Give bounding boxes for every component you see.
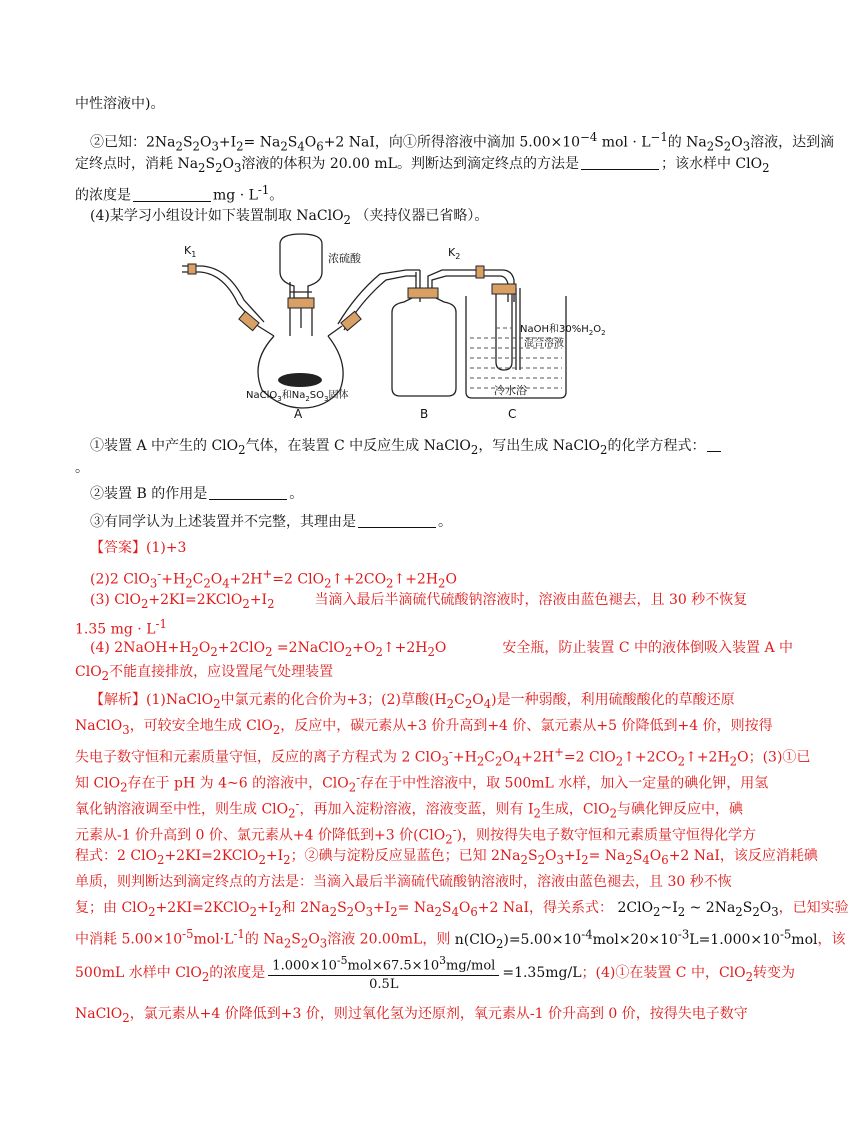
analysis-line-8: 单质，则判断达到滴定终点的方法是：当滴入最后半滴硫代硫酸钠溶液时，溶液由蓝色褪去，且 30 秒不恢 [75,874,732,890]
question-sub-2: ②装置 B 的作用是 。 [90,486,304,502]
question-line-2: ②已知：$2Na_2S_2O_3+I_2= Na_2S_4O_6+2$ NaI，向①所得溶液中滴加 $5.00\times 10^{-4}$ mol · $L^{-1}$的 $Na_2S_2O_3$溶液，达到滴 [90,130,835,154]
bath-label: 冷水浴 [494,384,527,397]
apparatus-diagram [180,232,606,428]
analysis-line-4: 知 ClO$_2$存在于 pH 为 4~6 的溶液中，ClO$_2$-存在于中性溶液中，取 500mL 水样，加入一定量的碘化钾，用氢 [75,771,769,795]
question-sub-1: ①装置 A 中产生的 ClO$_2$气体，在装置 C 中反应生成 NaClO$_2$，写出生成 NaClO$_2$的化学方程式： [90,436,735,460]
solid-label: NaClO$_3$和$Na_2SO_3$固体 [246,390,349,403]
analysis-line-3: 失电子数守恒和元素质量守恒，反应的离子方程式为 2 $ClO_3^-+H_2C_2O_4+2H^+=2$ $ClO_2↑+2CO_2↑+2H_2O$；(3)①已 [75,745,811,769]
label-a: A [294,407,303,421]
k2-label: $K_2$ [448,246,461,261]
analysis-line-5: 氧化钠溶液调至中性，则生成 ClO$_2$-，再加入淀粉溶液，溶液变蓝，则有 $I_2$生成，ClO$_2$与碘化钾反应中，碘 [75,797,743,821]
answer-line-4: (4) $2NaOH+H_2O_2+2ClO_2$ $=2NaClO_2+O_2↑+2H_2O$ 安全瓶，防止装置 C 中的液体倒吸入装置 A 中 [90,640,794,659]
label-b: B [420,407,429,421]
question-line-4: 的浓度是 mg · $L^{-1}$。 [75,183,284,204]
question-sub-1-end: 。 [75,460,89,476]
question-line-5: (4)某学习小组设计如下装置制取 NaClO$_2$ （夹持仪器已省略）。 [90,208,489,227]
question-sub-3: ③有同学认为上述装置并不完整，其理由是 。 [90,514,452,530]
answer-blank [358,513,436,528]
answer-blank [133,187,211,202]
mixture-label-1: NaOH和$30\%H_2O_2$ [520,324,606,337]
mixture-label-2: 混合溶液 [524,338,564,349]
analysis-line-7: 程式：2 $ClO_2+2KI=2KClO_2+I_2$；②碘与淀粉反应显蓝色；已知 $2Na_2S_2O_3+I_2= Na_2S_4O_6+2$ NaI，该反应消耗碘 [75,848,818,867]
answer-line-4b: ClO$_2$不能直接排放，应设置尾气处理装置 [75,664,334,683]
answer-line-3b: 1.35 mg · $L^{-1}$ [75,617,167,638]
analysis-line-9: 复；由 $ClO_2+2KI=2KClO_2+I_2$和 $2Na_2S_2O_3+I_2= Na_2S_4O_6+2$ NaI，得关系式： $2ClO_2\sim I_2$ ~ $2Na_2S_2O_3$，已知实验 [75,900,849,919]
analysis-line-12: NaClO$_2$，氯元素从+4 价降低到+3 价，则过氧化氢为还原剂，氧元素从-1 价升高到 0 价，按得失电子数守 [75,1006,748,1025]
k1-label: $K_1$ [184,244,197,259]
acid-label: 浓硫酸 [328,252,361,265]
answer-line-2: (2)2 $ClO_3^-+H_2C_2O_4+2H^+=2$ $ClO_2↑+2CO_2↑+2H_2O$ [90,567,457,591]
answer-blank [581,155,659,170]
label-c: C [508,407,517,421]
analysis-line-1: 【解析】(1)NaClO$_2$中氯元素的化合价为+3；(2)草酸$(H_2C_2O_4)$是一种弱酸，利用硫酸酸化的草酸还原 [90,692,735,711]
analysis-line-2: NaClO$_3$，可较安全地生成 ClO$_2$，反应中，碳元素从+3 价升高到+4 价、氯元素从+5 价降低到+4 价，则按得 [75,718,773,737]
answer-blank [209,485,287,500]
answer-blank [707,437,721,452]
question-line-3: 定终点时，消耗 $Na_2S_2O_3$溶液的体积为 20.00 mL。判断达到滴定终点的方法是 ；该水样中 ClO$_2$ [75,156,770,175]
analysis-line-6: 元素从-1 价升高到 0 价、氯元素从+4 价降低到+3 价(ClO$_2$-)，则按得失电子数守恒和元素质量守恒得化学方 [75,823,757,847]
answer-line-1: 【答案】(1)+3 [90,540,187,556]
analysis-line-10: 中消耗 $5.00\times 10^{-5}mol\cdot L^{-1}$的 $Na_2S_2O_3$溶液 20.00mL，则 $n(ClO_2)=5.00\times 10^{-4}mol\times 20\times 10^{-3}L=1.000\times 10^{-5}mol$，该 [75,927,846,951]
analysis-line-11: 500mL 水样中 ClO$_2$的浓度是 $\frac{1.000\times 10^{-5}mol\times 67.5\times 10^3mg/mol}{0.5L}$ =1.35mg/L；(4)①在装置 C 中，ClO$_2$转变为 [75,954,796,993]
concentration-fraction: $\frac{1.000\times 10^{-5}mol\times 67.5\times 10^3mg/mol}{0.5L}$ [268,952,499,994]
question-line-1: 中性溶液中)。 [75,96,165,112]
answer-line-3: (3) $ClO_2+2KI=2KClO_2+I_2$ 当滴入最后半滴硫代硫酸钠溶液时，溶液由蓝色褪去，且 30 秒不恢复 [90,592,748,611]
